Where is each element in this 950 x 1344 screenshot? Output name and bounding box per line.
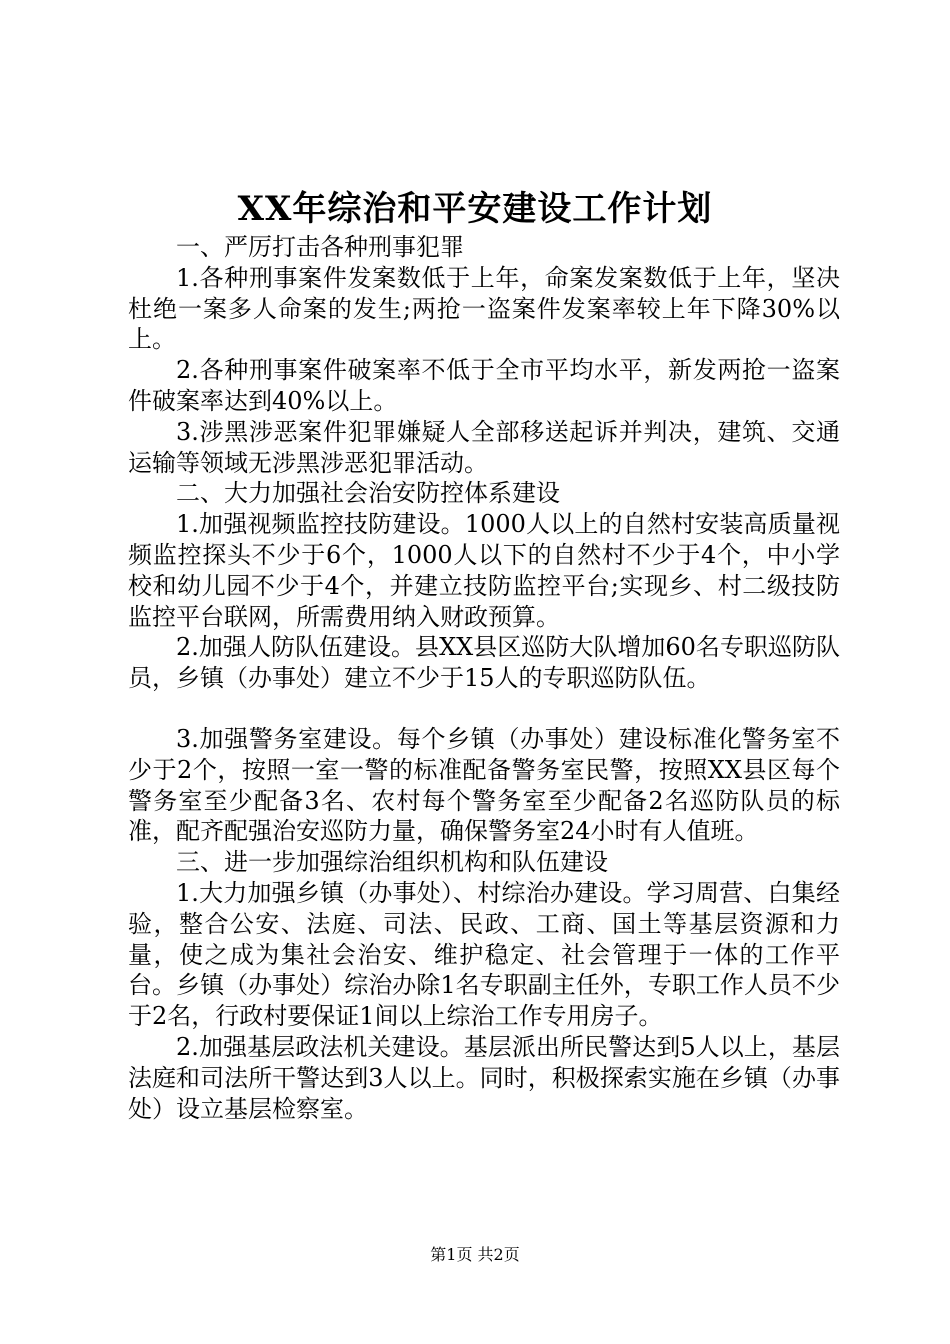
paragraph: 2.加强人防队伍建设。县XX县区巡防大队增加60名专职巡防队员，乡镇（办事处）建立不少于15人的专职巡防队伍。	[128, 633, 840, 693]
paragraph: 1.加强视频监控技防建设。1000人以上的自然村安装高质量视频监控探头不少于6个，1000人以下的自然村不少于4个，中小学校和幼儿园不少于4个，并建立技防监控平台;实现乡、村二级技防监控平台联网，所需费用纳入财政预算。	[128, 510, 840, 631]
document-body	[128, 232, 840, 1124]
paragraph: 2.各种刑事案件破案率不低于全市平均水平，新发两抢一盗案件破案率达到40%以上。	[128, 356, 840, 415]
paragraph: 1.各种刑事案件发案数低于上年，命案发案数低于上年，坚决杜绝一案多人命案的发生;两抢一盗案件发案率较上年下降30%以上。	[128, 263, 840, 354]
section-heading-2: 二、大力加强社会治安防控体系建设	[176, 479, 560, 508]
paragraph: 3.涉黑涉恶案件犯罪嫌疑人全部移送起诉并判决，建筑、交通运输等领域无涉黑涉恶犯罪活动。	[128, 417, 840, 477]
document-title: XX年综治和平安建设工作计划	[237, 189, 713, 229]
page-number-footer: 第1页 共2页	[430, 1245, 520, 1264]
paragraph: 2.加强基层政法机关建设。基层派出所民警达到5人以上，基层法庭和司法所干警达到3人以上。同时，积极探索实施在乡镇（办事处）设立基层检察室。	[128, 1032, 840, 1123]
section-heading-3: 三、进一步加强综治组织机构和队伍建设	[176, 848, 608, 877]
paragraph: 1.大力加强乡镇（办事处）、村综治办建设。学习周营、白集经验，整合公安、法庭、司法、民政、工商、国土等基层资源和力量，使之成为集社会治安、维护稳定、社会管理于一体的工作平台。乡镇（办事处）综治办除1名专职副主任外，专职工作人员不少于2名，行政村要保证1间以上综治工作专用房子。	[128, 878, 840, 1031]
paragraph: 3.加强警务室建设。每个乡镇（办事处）建设标准化警务室不少于2个，按照一室一警的标准配备警务室民警，按照XX县区每个警务室至少配备3名、农村每个警务室至少配备2名巡防队员的标准，配齐配强治安巡防力量，确保警务室24小时有人值班。	[128, 724, 840, 846]
section-heading-1: 一、严厉打击各种刑事犯罪	[176, 233, 464, 261]
